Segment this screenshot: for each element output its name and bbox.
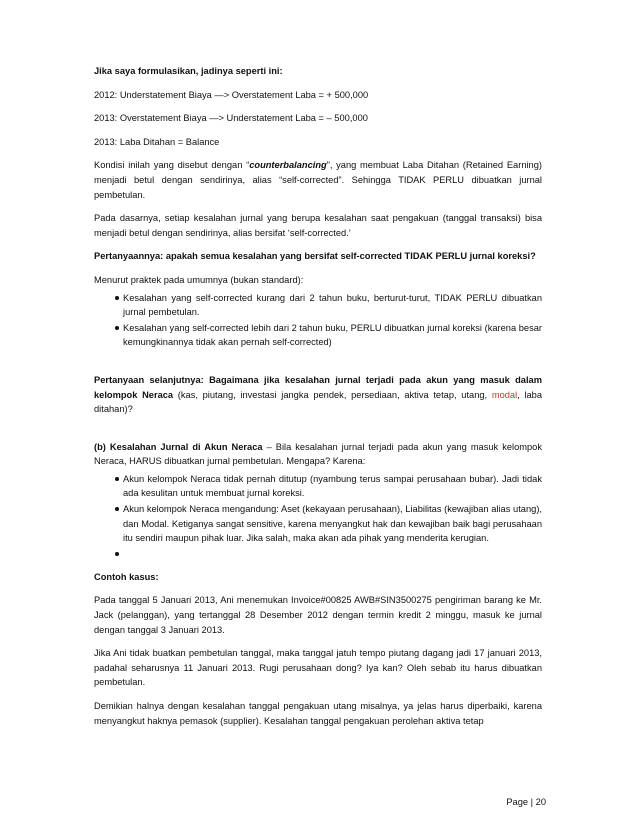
- text-run-bold: Pertanyaan selanjutnya: Bagaimana jika kesalahan jurnal terjadi pada akun yang masuk dalam kelompok Neraca: [94, 374, 542, 400]
- text-run: ”, yang membuat Laba Ditahan (Retained Earning) menjadi betul dengan sendirinya, alias “self-corrected”. Sehingga TIDAK PERLU dibuatkan jurnal pembetulan.: [94, 160, 542, 200]
- text-run: – Bila kesalahan jurnal terjadi pada akun yang masuk kelompok Neraca, HARUS dibuatkan jurnal pembetulan. Mengapa? Karena:: [94, 441, 543, 467]
- text-run: (kas, piutang, investasi jangka pendek, persediaan, aktiva tetap, utang,: [173, 389, 492, 400]
- list-item-text: Kesalahan yang self-corrected lebih dari 2 tahun buku, PERLU dibuatkan jurnal koreksi (karena besar kemungkinannya tidak akan pernah self-corrected): [123, 322, 542, 348]
- list-item: [94, 472, 542, 501]
- paragraph-case-2: Jika Ani tidak buatkan pembetulan tanggal, maka tanggal jatuh tempo piutang dagang jadi 17 januari 2013, padahal seharusnya 11 Januari 2013. Rugi perusahaan dong? Iya kan? Oleh sebab itu harus dibuatkan pembetulan.: [94, 648, 542, 688]
- paragraph-case-3: Demikian halnya dengan kesalahan tanggal pengakuan utang misalnya, ya jelas harus diperbaiki, karena menyangkut haknya pemasok (supplier). Kesalahan tanggal pengakuan perolehan aktiva tetap: [94, 701, 542, 726]
- paragraph-case-1: Pada tanggal 5 Januari 2013, Ani menemukan Invoice#00825 AWB#SIN3500275 pengiriman barang ke Mr. Jack (pelanggan), yang tertanggal 28 Desember 2012 dengan termin kredit 2 minggu, masuk ke jurnal dengan tanggal 3 Januari 2013.: [94, 595, 542, 635]
- section-heading-b: (b) Kesalahan Jurnal di Akun Neraca: [94, 441, 263, 452]
- list-item-text: Akun kelompok Neraca mengandung: Aset (kekayaan perusahaan), Liabilitas (kewajiban alias utang), dan Modal. Ketiganya sangat sensitive, karena menyangkut hak dan kewajiban baik bagi perusahaan itu sendiri maupun pihak luar. Jika salah, maka akan ada pihak yang menderita kerugian.: [123, 504, 542, 544]
- paragraph-question-1: Pertanyaannya: apakah semua kesalahan yang bersifat self-corrected TIDAK PERLU jurnal koreksi?: [94, 251, 536, 262]
- list-item: [94, 291, 542, 320]
- list-item-text: Akun kelompok Neraca tidak pernah ditutup (nyambung terus sampai perusahaan bubar). Jadi tidak ada kesulitan untuk membuat jurnal koreksi.: [123, 473, 542, 499]
- paragraph-formulation-intro: Jika saya formulasikan, jadinya seperti ini:: [94, 66, 283, 76]
- paragraph-2013-line: 2013: Overstatement Biaya —> Understatement Laba = – 500,000: [94, 113, 368, 124]
- list-item: [94, 321, 542, 350]
- list-item: [94, 502, 542, 546]
- paragraph-practice-intro: Menurut praktek pada umumnya (bukan standard):: [94, 274, 304, 285]
- bullet-list-practice: [94, 291, 542, 350]
- paragraph-case-heading: Contoh kasus:: [94, 571, 159, 582]
- paragraph-2012-line: 2012: Understatement Biaya —> Overstatement Laba = + 500,000: [94, 89, 369, 100]
- text-run: , laba ditahan)?: [94, 389, 543, 415]
- spacer: [94, 426, 542, 440]
- term-counterbalancing: counterbalancing: [249, 160, 327, 171]
- paragraph-basic-principle: Pada dasarnya, setiap kesalahan jurnal yang berupa kesalahan saat pengakuan (tanggal transaksi) bisa menjadi betul dengan sendirinya, alias bersifat ‘self-corrected.’: [94, 213, 542, 238]
- text-run: Kondisi inilah yang disebut dengan “: [94, 160, 250, 171]
- paragraph-section-b: [94, 440, 542, 469]
- paragraph-question-2: [94, 373, 542, 417]
- highlight-modal: modal: [491, 389, 518, 400]
- page-body: [94, 64, 542, 737]
- page-number: Page | 20: [506, 797, 546, 807]
- bullet-list-reasons: [94, 472, 542, 561]
- paragraph-2013-balance: 2013: Laba Ditahan = Balance: [94, 136, 220, 147]
- paragraph-counterbalancing: [94, 158, 542, 202]
- spacer: [94, 359, 542, 373]
- list-item: [94, 547, 542, 561]
- list-item-text: Kesalahan yang self-corrected kurang dari 2 tahun buku, berturut-turut, TIDAK PERLU dibuatkan jurnal pembetulan.: [123, 292, 542, 318]
